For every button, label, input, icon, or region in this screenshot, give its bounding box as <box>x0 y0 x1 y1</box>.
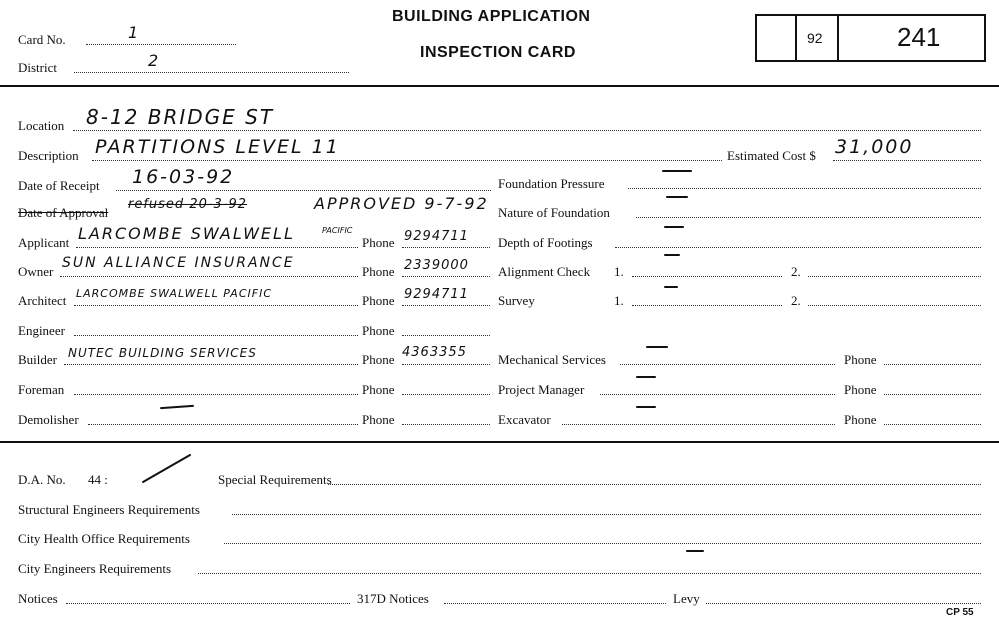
da-no-checkmark <box>140 452 194 486</box>
notices-line <box>66 603 350 604</box>
box-divider <box>795 14 797 62</box>
demolisher-dash <box>160 405 194 409</box>
da-no-label: D.A. No. <box>18 472 66 487</box>
alignment-check-line-1 <box>632 276 782 277</box>
architect-phone-label: Phone <box>362 293 395 308</box>
location-line <box>73 130 981 131</box>
date-of-receipt-value: 16-03-92 <box>132 166 235 188</box>
owner-phone: 2339000 <box>404 258 469 273</box>
application-number: 241 <box>897 22 941 52</box>
applicant-note: PACIFIC <box>322 226 353 235</box>
depth-of-footings-line <box>615 247 981 248</box>
estimated-cost-value: 31,000 <box>835 136 914 158</box>
card-no-label: Card No. <box>18 32 66 47</box>
special-requirements-label: Special Requirements <box>218 472 332 487</box>
architect-line <box>74 305 358 306</box>
demolisher-phone-label: Phone <box>362 412 395 427</box>
project-manager-line <box>600 394 835 395</box>
project-manager-phone-label: Phone <box>844 382 877 397</box>
demolisher-label: Demolisher <box>18 412 79 427</box>
applicant-phone-label: Phone <box>362 235 395 250</box>
engineer-label: Engineer <box>18 323 65 338</box>
form-code: CP 55 <box>946 607 974 618</box>
date-of-approval-refused: refused 20-3-92 <box>128 197 248 212</box>
mechanical-services-phone-line <box>884 364 981 365</box>
excavator-phone-line <box>884 424 981 425</box>
excavator-dash <box>636 406 656 408</box>
foreman-label: Foreman <box>18 382 65 397</box>
survey-label: Survey <box>498 293 535 308</box>
applicant-phone: 9294711 <box>404 229 469 244</box>
builder-phone-label: Phone <box>362 352 395 367</box>
da-no-value: 44 : <box>88 472 108 487</box>
nature-of-foundation-label: Nature of Foundation <box>498 205 610 220</box>
owner-line <box>60 276 358 277</box>
applicant-phone-line <box>402 247 490 248</box>
excavator-label: Excavator <box>498 412 551 427</box>
mechanical-services-dash <box>646 346 668 348</box>
notices-317d-line <box>444 603 666 604</box>
foundation-pressure-dash <box>662 170 692 172</box>
foundation-pressure-label: Foundation Pressure <box>498 176 605 191</box>
depth-of-footings-dash <box>664 226 684 228</box>
alignment-check-2: 2. <box>791 264 801 279</box>
date-of-receipt-line <box>116 190 491 191</box>
foundation-pressure-line <box>628 188 981 189</box>
survey-2: 2. <box>791 293 801 308</box>
alignment-check-line-2 <box>808 276 981 277</box>
mechanical-services-line <box>620 364 835 365</box>
demolisher-phone-line <box>402 424 490 425</box>
application-number-box <box>755 14 986 62</box>
city-engineers-requirements-label: City Engineers Requirements <box>18 561 172 576</box>
special-requirements-line <box>328 484 981 485</box>
engineer-phone-label: Phone <box>362 323 395 338</box>
excavator-phone-label: Phone <box>844 412 877 427</box>
owner-phone-line <box>402 276 490 277</box>
architect-value: LARCOMBE SWALWELL PACIFIC <box>76 287 273 300</box>
date-of-receipt-label: Date of Receipt <box>18 178 100 193</box>
district-value: 2 <box>148 51 161 70</box>
date-of-approval-value: APPROVED 9-7-92 <box>314 194 489 213</box>
foreman-phone-label: Phone <box>362 382 395 397</box>
header-divider <box>0 85 999 87</box>
alignment-check-dash <box>664 254 680 256</box>
health-requirements-dash <box>686 550 704 552</box>
levy-line <box>706 603 981 604</box>
district-label: District <box>18 60 57 75</box>
project-manager-dash <box>636 376 656 378</box>
card-no-line <box>86 44 236 45</box>
mechanical-services-phone-label: Phone <box>844 352 877 367</box>
owner-phone-label: Phone <box>362 264 395 279</box>
alignment-check-label: Alignment Check <box>498 264 591 279</box>
application-year: 92 <box>807 30 823 46</box>
builder-line <box>64 364 358 365</box>
owner-label: Owner <box>18 264 54 279</box>
location-value: 8-12 BRIDGE ST <box>86 105 275 129</box>
builder-phone: 4363355 <box>402 345 467 360</box>
description-value: PARTITIONS LEVEL 11 <box>95 136 340 158</box>
alignment-check-1: 1. <box>614 264 624 279</box>
project-manager-label: Project Manager <box>498 382 585 397</box>
owner-value: SUN ALLIANCE INSURANCE <box>62 255 295 271</box>
survey-line-1 <box>632 305 782 306</box>
estimated-cost-label: Estimated Cost $ <box>727 148 816 163</box>
estimated-cost-line <box>833 160 981 161</box>
foreman-phone-line <box>402 394 490 395</box>
nature-of-foundation-line <box>636 217 981 218</box>
form-title-line2: INSPECTION CARD <box>420 44 576 61</box>
foreman-line <box>74 394 358 395</box>
city-engineers-requirements-line <box>198 573 981 574</box>
nature-of-foundation-dash <box>666 196 688 198</box>
box-divider <box>837 14 839 62</box>
notices-317d-label: 317D Notices <box>357 591 429 606</box>
engineer-phone-line <box>402 335 490 336</box>
survey-1: 1. <box>614 293 624 308</box>
structural-requirements-line <box>232 514 981 515</box>
survey-dash <box>664 286 678 288</box>
location-label: Location <box>18 118 65 133</box>
project-manager-phone-line <box>884 394 981 395</box>
requirements-divider <box>0 441 999 443</box>
depth-of-footings-label: Depth of Footings <box>498 235 593 250</box>
applicant-value: LARCOMBE SWALWELL <box>78 224 295 243</box>
levy-label: Levy <box>673 591 700 606</box>
builder-phone-line <box>402 364 490 365</box>
card-no-value: 1 <box>128 23 141 42</box>
survey-line-2 <box>808 305 981 306</box>
architect-phone: 9294711 <box>404 287 469 302</box>
description-label: Description <box>18 148 79 163</box>
notices-label: Notices <box>18 591 58 606</box>
excavator-line <box>562 424 835 425</box>
health-requirements-line <box>224 543 981 544</box>
architect-label: Architect <box>18 293 67 308</box>
applicant-label: Applicant <box>18 235 70 250</box>
engineer-line <box>74 335 358 336</box>
mechanical-services-label: Mechanical Services <box>498 352 606 367</box>
district-line <box>74 72 349 73</box>
structural-requirements-label: Structural Engineers Requirements <box>18 502 200 517</box>
applicant-line <box>76 247 358 248</box>
form-title-line1: BUILDING APPLICATION <box>392 8 591 25</box>
demolisher-line <box>88 424 358 425</box>
builder-value: NUTEC BUILDING SERVICES <box>68 346 257 360</box>
date-of-approval-label: Date of Approval <box>18 205 109 220</box>
health-requirements-label: City Health Office Requirements <box>18 531 190 546</box>
architect-phone-line <box>402 305 490 306</box>
builder-label: Builder <box>18 352 57 367</box>
description-line <box>92 160 722 161</box>
